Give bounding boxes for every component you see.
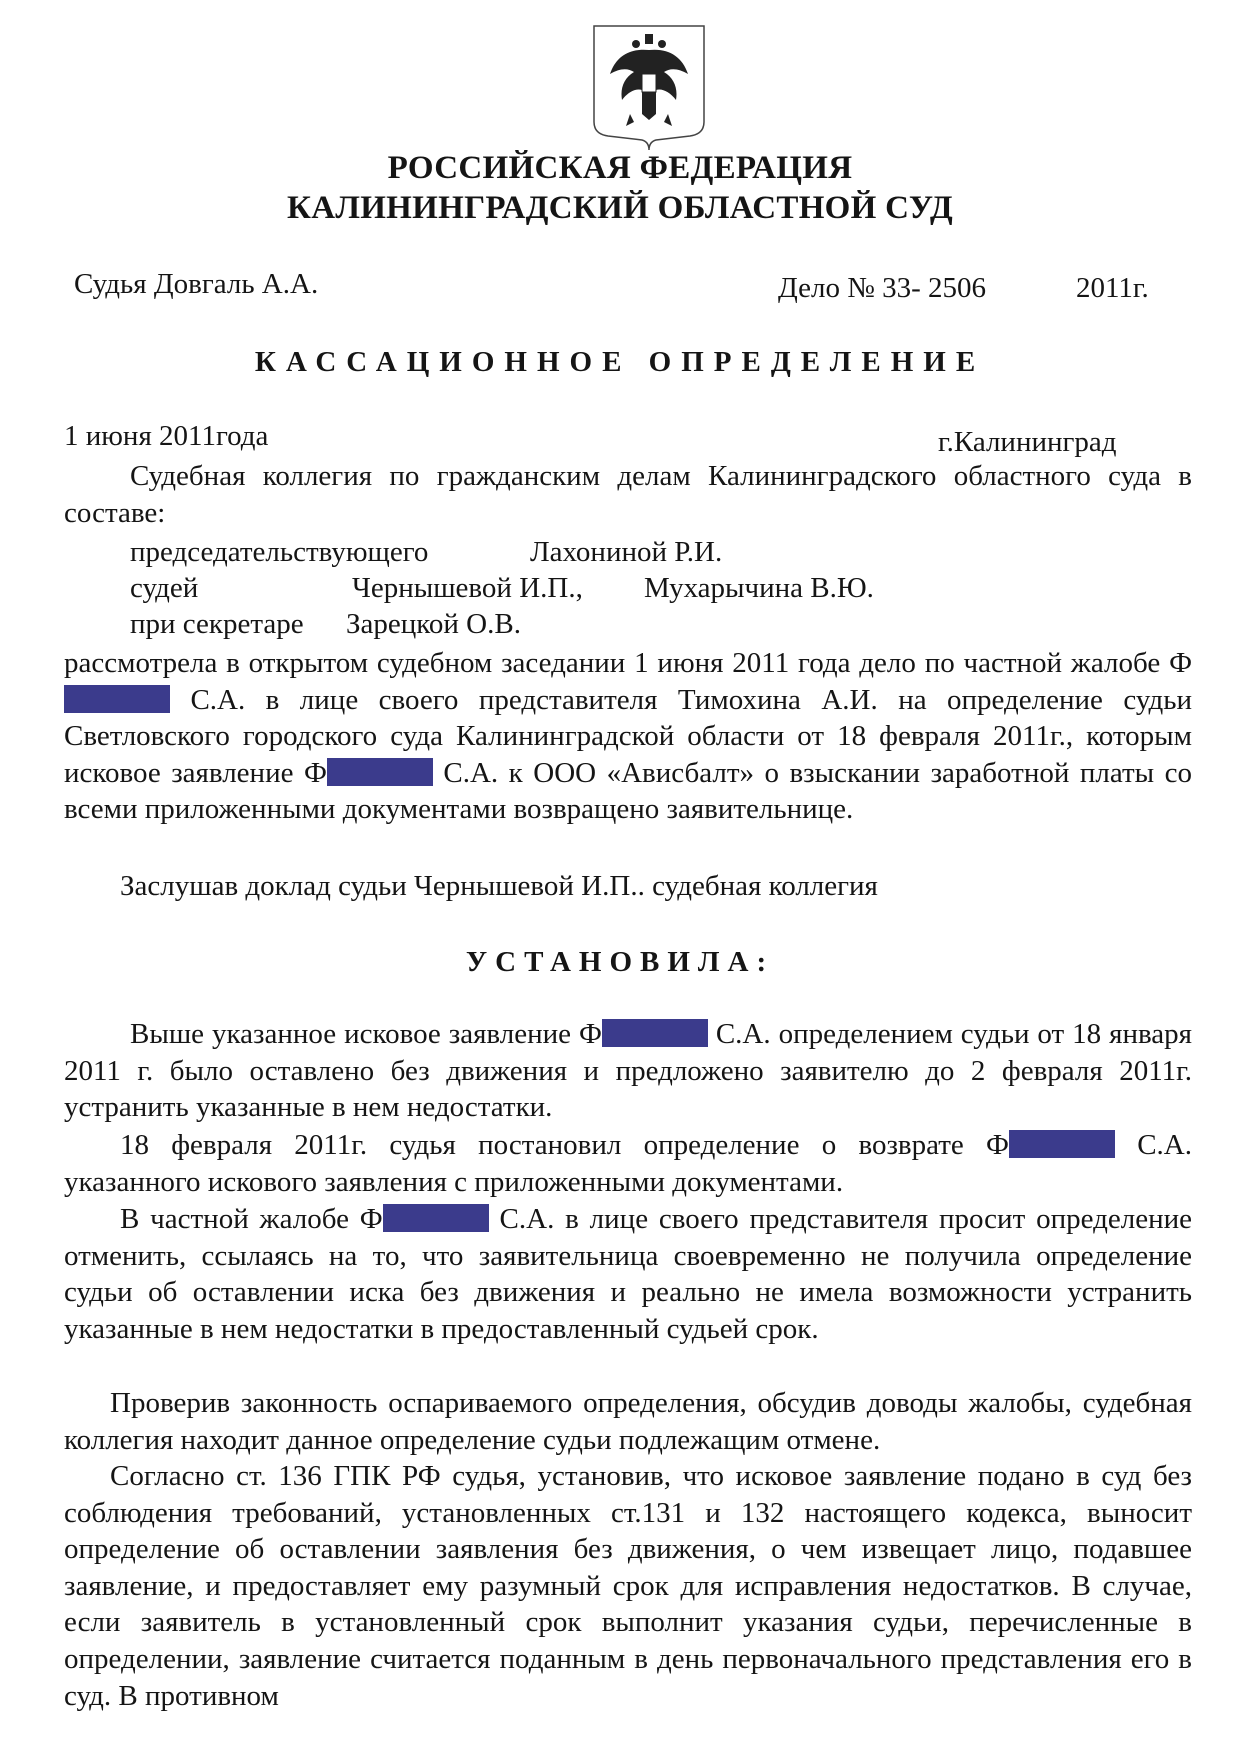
body-2-text-a: 18 февраля 2011г. судья постановил определение о возврате Ф — [120, 1129, 1009, 1161]
case-text-c: С.А. к ООО «Ависбалт» о взыскании заработной платы со всеми приложенными документами возвращено заявительнице. — [64, 756, 1192, 826]
case-paragraph — [64, 645, 1192, 828]
body-1-text-a: Выше указанное исковое заявление Ф — [130, 1018, 602, 1050]
body-paragraph-1 — [64, 1016, 1192, 1126]
case-text-b: С.А. в лице своего представителя Тимохина А.И. на определение судьи Светловского городского суда Калининградской области от 18 февраля 2011г., которым исковое заявление Ф — [64, 683, 1193, 789]
secretary-name: Зарецкой О.В. — [346, 608, 521, 640]
body-paragraph-3 — [64, 1201, 1192, 1347]
body-paragraph-2 — [64, 1127, 1192, 1200]
body-paragraph-4: Проверив законность оспариваемого определения, обсудив доводы жалобы, судебная коллегия находит данное определение судьи подлежащим отмене. — [64, 1387, 1192, 1456]
body-3-text-b: С.А. в лице своего представителя просит определение отменить, ссылаясь на то, что заявительница своевременно не получила определение судьи об оставлении иска без движения и реально не имела возможности устранить указанные в нем недостатки в предоставленный судьей срок. — [64, 1203, 1192, 1345]
redaction-block — [64, 685, 170, 713]
case-text-a: рассмотрела в открытом судебном заседании 1 июня 2011 года дело по частной жалобе Ф — [64, 647, 1192, 679]
redaction-block — [327, 758, 433, 786]
document-date: 1 июня 2011года — [64, 420, 269, 452]
presiding-name: Лахониной Р.И. — [530, 536, 723, 568]
header-court: КАЛИНИНГРАДСКИЙ ОБЛАСТНОЙ СУД — [286, 190, 954, 226]
redaction-block — [383, 1204, 489, 1232]
body-paragraph-5: Согласно ст. 136 ГПК РФ судья, установив, что исковое заявление подано в суд без соблюдения требований, установленных ст.131 и 132 настоящего кодекса, выносит определение об оставлении заявления без движения, о чем извещает лицо, подавшее заявление, и предоставляет ему разумный срок для исправления недостатков. В случае, если заявитель в установленный срок выполнит указания судьи, перечисленные в определении, заявление считается поданным в день первоначального представления его в суд. В противном — [64, 1460, 1192, 1712]
coat-of-arms-emblem — [590, 22, 708, 152]
judge-1-name: Чернышевой И.П., — [352, 572, 583, 604]
judge-2-name: Мухарычина В.Ю. — [644, 572, 874, 604]
document-city: г.Калининград — [938, 426, 1117, 458]
body-2-text-b: С.А. указанного искового заявления с приложенными документами. — [64, 1129, 1193, 1198]
case-number: Дело № 33- 2506 — [778, 272, 987, 304]
redaction-block — [602, 1019, 708, 1047]
body-3-text-a: В частной жалобе Ф — [120, 1203, 383, 1235]
document-title: КАССАЦИОННОЕ ОПРЕДЕЛЕНИЕ — [254, 346, 986, 378]
secretary-label: при секретаре — [130, 608, 304, 640]
redaction-block — [1009, 1130, 1115, 1158]
judges-label: судей — [130, 572, 199, 604]
intro-paragraph: Судебная коллегия по гражданским делам Калининградского областного суда в составе: — [64, 460, 1192, 529]
established-title: УСТАНОВИЛА: — [465, 946, 775, 978]
judge-name: Судья Довгаль А.А. — [74, 268, 319, 300]
body-1-text-b: С.А. определением судьи от 18 января 2011 г. было оставлено без движения и предложено заявителю до 2 февраля 2011г. устранить указанные в нем недостатки. — [64, 1018, 1193, 1124]
report-paragraph: Заслушав доклад судьи Чернышевой И.П.. судебная коллегия — [120, 870, 878, 902]
header-country: РОССИЙСКАЯ ФЕДЕРАЦИЯ — [387, 150, 853, 186]
presiding-label: председательствующего — [130, 536, 429, 568]
case-year: 2011г. — [1076, 272, 1149, 304]
